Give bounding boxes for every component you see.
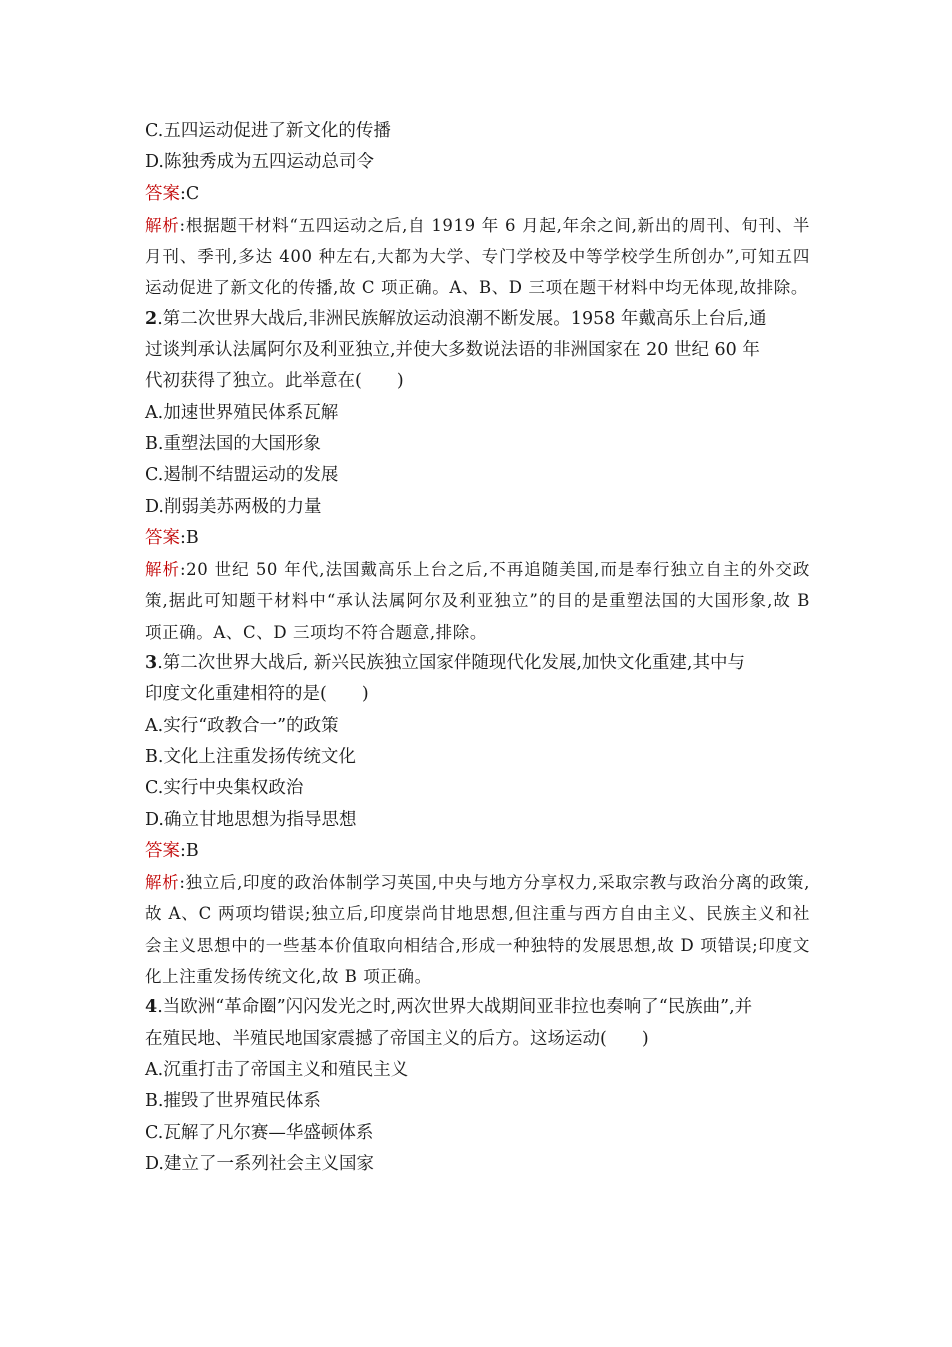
analysis-text: :根据题干材料“五四运动之后,自 1919 年 6 月起,年余之间,新出的周刊、旬刊、半月刊、季刊,多达 400 种左右,大都为大学、专门学校及中等学校学生所创办”,可知五四运动促进了新文化的传播,故 C 项正确。A、B、D 三项在题干材料中均无体现,故排除。: [145, 215, 810, 298]
option-d: D.陈独秀成为五四运动总司令: [145, 152, 374, 173]
answer-value: :B: [180, 527, 199, 548]
answer-line: [145, 836, 810, 867]
option-a: A.沉重打击了帝国主义和殖民主义: [145, 1059, 409, 1080]
analysis-label: 解析: [145, 560, 180, 580]
answer-value: :C: [180, 183, 200, 204]
analysis-label: 解析: [145, 215, 180, 235]
document-page: [145, 116, 810, 1180]
answer-label: 答案: [145, 183, 180, 204]
analysis-paragraph: [145, 867, 810, 992]
answer-value: :B: [180, 840, 199, 861]
option-c: C.遏制不结盟运动的发展: [145, 465, 339, 486]
option-c: C.五四运动促进了新文化的传播: [145, 121, 391, 141]
question-stem-line: 2.第二次世界大战后,非洲民族解放运动浪潮不断发展。1958 年戴高乐上台后,通: [145, 308, 767, 329]
analysis-paragraph: [145, 554, 810, 648]
option-b: B.文化上注重发扬传统文化: [145, 746, 356, 767]
analysis-text: :20 世纪 50 年代,法国戴高乐上台之后,不再追随美国,而是奉行独立自主的外交政策,据此可知题干材料中“承认法属阿尔及利亚独立”的目的是重塑法国的大国形象,故 B 项正确。A、C、D 三项均不符合题意,排除。: [145, 560, 810, 642]
question-number: 3: [145, 653, 158, 674]
option-d: D.确立甘地思想为指导思想: [145, 809, 357, 830]
option-d: D.建立了一系列社会主义国家: [145, 1153, 374, 1174]
answer-label: 答案: [145, 840, 180, 861]
analysis-label: 解析: [145, 873, 180, 893]
analysis-text: :独立后,印度的政治体制学习英国,中央与地方分享权力,采取宗教与政治分离的政策,故 A、C 两项均错误;独立后,印度崇尚甘地思想,但注重与西方自由主义、民族主义和社会主义思想中的一些基本价值取向相结合,形成一种独特的发展思想,故 D 项错误;印度文化上注重发扬传统文化,故 B 项正确。: [145, 873, 810, 987]
option-a: A.实行“政教合一”的政策: [145, 715, 339, 736]
answer-label: 答案: [145, 527, 180, 548]
question-stem-line: 3.第二次世界大战后, 新兴民族独立国家伴随现代化发展,加快文化重建,其中与: [145, 653, 745, 674]
option-b: B.重塑法国的大国形象: [145, 433, 321, 454]
question-stem-line: 代初获得了独立。此举意在( ): [145, 371, 404, 392]
question-stem-line: 印度文化重建相符的是( ): [145, 684, 369, 705]
option-c: C.瓦解了凡尔赛—华盛顿体系: [145, 1122, 374, 1143]
option-d: D.削弱美苏两极的力量: [145, 496, 322, 517]
option-a: A.加速世界殖民体系瓦解: [145, 402, 339, 423]
question-number: 4: [145, 997, 158, 1018]
question-stem-line: 在殖民地、半殖民地国家震撼了帝国主义的后方。这场运动( ): [145, 1028, 649, 1049]
option-b: B.摧毁了世界殖民体系: [145, 1091, 321, 1112]
answer-line: [145, 523, 810, 554]
answer-line: [145, 179, 810, 210]
question-stem-line: 4.当欧洲“革命圈”闪闪发光之时,两次世界大战期间亚非拉也奏响了“民族曲”,并: [145, 997, 753, 1018]
analysis-paragraph: [145, 210, 810, 304]
question-stem-line: 过谈判承认法属阿尔及利亚独立,并使大多数说法语的非洲国家在 20 世纪 60 年: [145, 340, 760, 361]
option-c: C.实行中央集权政治: [145, 778, 304, 799]
question-number: 2: [145, 308, 158, 329]
